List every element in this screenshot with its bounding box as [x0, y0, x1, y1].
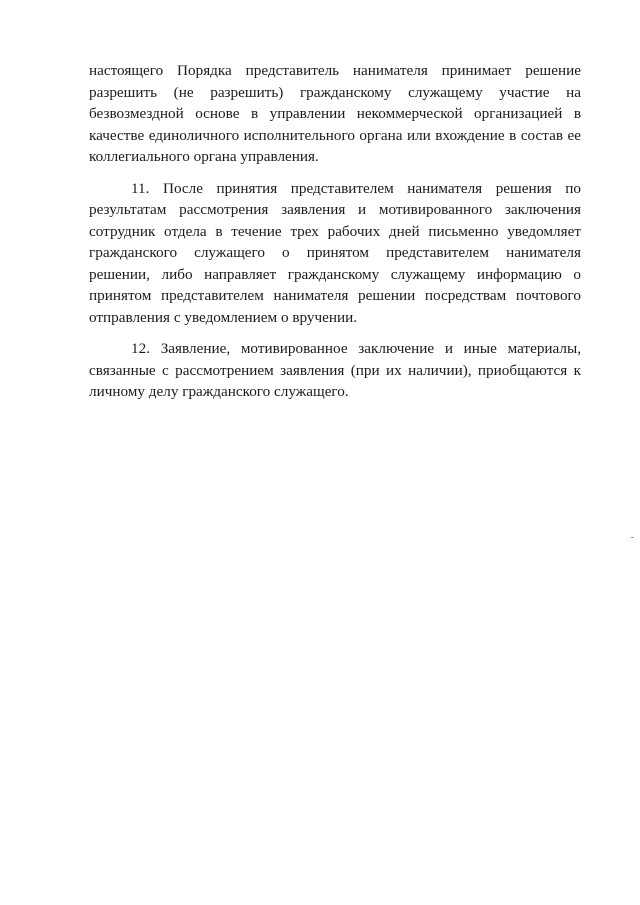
paragraph-gap: [89, 328, 581, 338]
paragraph-gap: [89, 168, 581, 178]
text-line: личному делу гражданского служащего.: [89, 383, 349, 400]
text-line: разрешить (не разрешить) гражданскому служащему участие на: [89, 83, 581, 101]
text-line: качестве единоличного исполнительного органа или вхождение в состав ее: [89, 126, 581, 144]
text-line: связанные с рассмотрением заявления (при их наличии), приобщаются к: [89, 361, 581, 379]
text-line: отправления с уведомлением о вручении.: [89, 308, 358, 326]
text-line: безвозмездной основе в управлении некоммерческой организацией в: [89, 105, 581, 122]
document-body: [89, 60, 581, 403]
text-line: 11. После принятия представителем нанимателя решения по: [131, 179, 581, 197]
paragraph-continuation: [89, 60, 581, 168]
text-line: сотрудник отдела в течение трех рабочих дней письменно уведомляет: [89, 222, 581, 240]
scan-edge-mark: [631, 537, 634, 538]
text-line: гражданского служащего о принятом представителем нанимателя: [89, 244, 581, 261]
paragraph-12: [89, 338, 581, 403]
text-line: решении, либо направляет гражданскому служащему информацию о: [89, 265, 581, 283]
text-line: настоящего Порядка представитель нанимателя принимает решение: [89, 62, 581, 79]
text-line: принятом представителем нанимателя решении посредствам почтового: [89, 287, 581, 304]
paragraph-11: [89, 178, 581, 329]
text-line: 12. Заявление, мотивированное заключение и иные материалы,: [131, 340, 581, 357]
text-line: коллегиального органа управления.: [89, 148, 319, 165]
text-line: результатам рассмотрения заявления и мотивированного заключения: [89, 201, 581, 218]
